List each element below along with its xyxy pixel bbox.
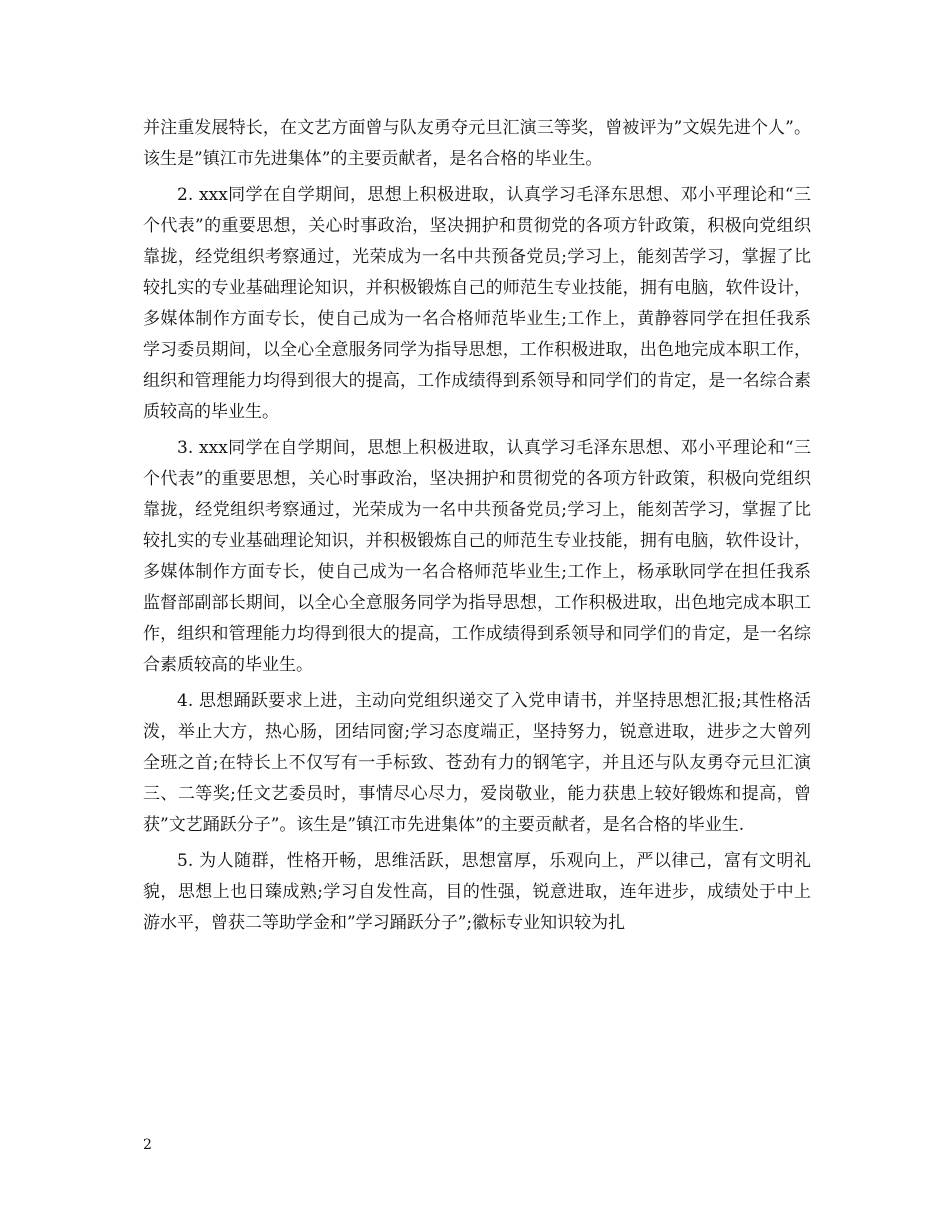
paragraph-item-5: 5. 为人随群，性格开畅，思维活跃，思想富厚，乐观向上，严以律己，富有文明礼貌，思想上也日臻成熟;学习自发性高，目的性强，锐意进取，连年进步，成绩处于中上游水平，曾获二等助学金和”学习踊跃分子”;徽标专业知识较为扎 xyxy=(143,851,811,933)
page-number: 2 xyxy=(143,1137,152,1153)
document-body xyxy=(143,113,811,944)
paragraph-item-2: 2. xxx同学在自学期间，思想上积极进取，认真学习毛泽东思想、邓小平理论和“三个代表”的重要思想，关心时事政治，坚决拥护和贯彻党的各项方针政策，积极向党组织靠拢，经党组织考察通过，光荣成为一名中共预备党员;学习上，能刻苦学习，掌握了比较扎实的专业基础理论知识，并积极锻炼自己的师范生专业技能，拥有电脑，软件设计，多媒体制作方面专长，使自己成为一名合格师范毕业生;工作上，黄静蓉同学在担任我系学习委员期间，以全心全意服务同学为指导思想，工作积极进取，出色地完成本职工作，组织和管理能力均得到很大的提高，工作成绩得到系领导和同学们的肯定，是一名综合素质较高的毕业生。 xyxy=(143,185,811,422)
paragraph-item-4: 4. 思想踊跃要求上进，主动向党组织递交了入党申请书，并坚持思想汇报;其性格活泼，举止大方，热心肠，团结同窗;学习态度端正，坚持努力，锐意进取，进步之大曾列全班之首;在特长上不仅写有一手标致、苍劲有力的钢笔字，并且还与队友勇夺元旦汇演三、二等奖;任文艺委员时，事情尽心尽力，爱岗敬业，能力获患上较好锻炼和提高，曾获”文艺踊跃分子”。该生是”镇江市先进集体”的主要贡献者，是名合格的毕业生. xyxy=(143,691,811,835)
paragraph-item-3: 3. xxx同学在自学期间，思想上积极进取，认真学习毛泽东思想、邓小平理论和“三个代表”的重要思想，关心时事政治，坚决拥护和贯彻党的各项方针政策，积极向党组织靠拢，经党组织考察通过，光荣成为一名中共预备党员;学习上，能刻苦学习，掌握了比较扎实的专业基础理论知识，并积极锻炼自己的师范生专业技能，拥有电脑，软件设计，多媒体制作方面专长，使自己成为一名合格师范毕业生;工作上，杨承耿同学在担任我系监督部副部长期间，以全心全意服务同学为指导思想，工作积极进取，出色地完成本职工作，组织和管理能力均得到很大的提高，工作成绩得到系领导和同学们的肯定，是一名综合素质较高的毕业生。 xyxy=(143,438,811,675)
paragraph-continuation: 并注重发展特长，在文艺方面曾与队友勇夺元旦汇演三等奖，曾被评为”文娱先进个人”。该生是”镇江市先进集体”的主要贡献者，是名合格的毕业生。 xyxy=(143,118,811,169)
